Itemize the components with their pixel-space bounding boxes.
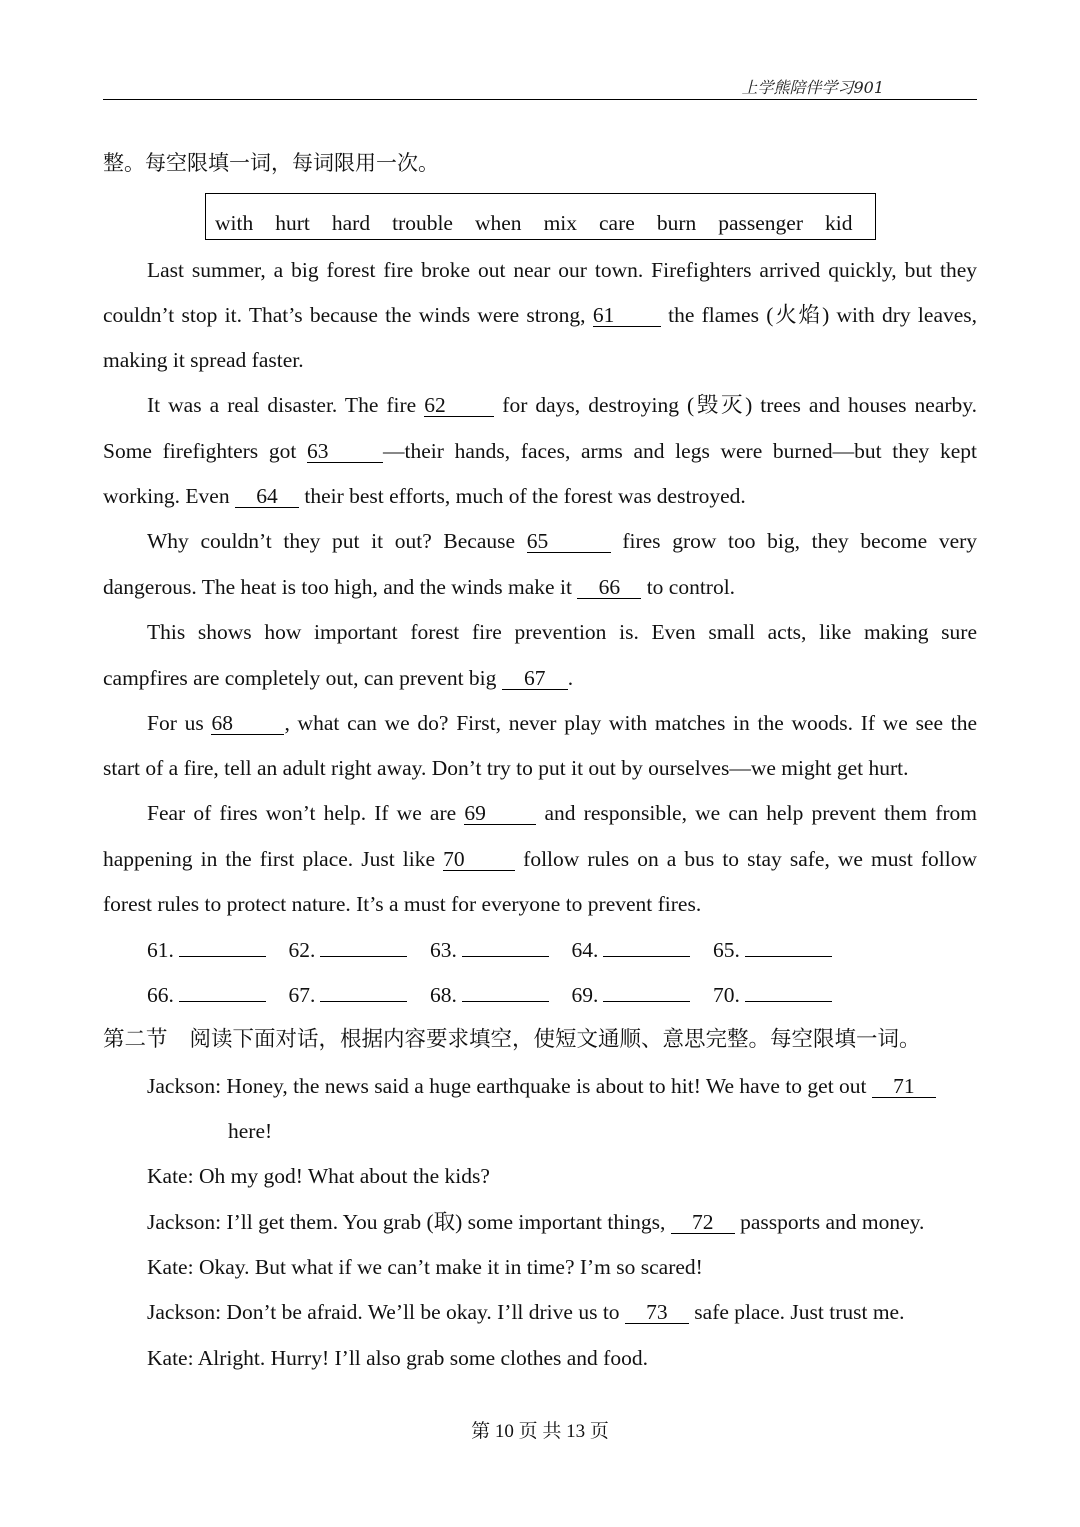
speaker-name: Kate: (147, 1346, 194, 1370)
blank-65: 65 (527, 531, 611, 553)
dialogue-text: I’ll get them. You grab (取) some important things, (226, 1210, 666, 1234)
passage-text: , what can we do? First, never play with matches in the woods. If we see the (284, 711, 978, 735)
word-bank-item: mix (543, 211, 578, 235)
dialogue-text: here! (228, 1119, 273, 1143)
dialogue-text: safe place. Just trust me. (694, 1300, 905, 1324)
passage-line (103, 300, 977, 330)
passage-line (147, 708, 977, 738)
speaker-name: Kate: (147, 1255, 194, 1279)
dialogue-line (147, 1207, 924, 1237)
blank-72: 72 (671, 1212, 735, 1234)
answer-item (713, 980, 855, 1010)
speaker-name: Jackson: (147, 1300, 222, 1324)
passage-line (103, 663, 573, 693)
passage-line (103, 481, 746, 511)
passage-text: . (567, 666, 574, 690)
page-number-footer: 第 10 页 共 13 页 (471, 1421, 609, 1442)
dialogue-line (147, 1297, 904, 1327)
passage-text: Some firefighters got (103, 439, 297, 463)
passage-line (103, 436, 977, 466)
answer-row (147, 935, 855, 965)
blank-69: 69 (464, 803, 536, 825)
answer-label: 63. (430, 938, 457, 962)
passage-text: dangerous. The heat is too high, and the winds make it (103, 575, 572, 599)
passage-text: This shows how important forest fire prevention is. Even small acts, like making sure (147, 620, 977, 644)
answer-label: 66. (147, 983, 174, 1007)
answer-label: 69. (571, 983, 599, 1007)
passage-text: For us (147, 711, 204, 735)
blank-64: 64 (235, 486, 299, 508)
answer-label: 70. (713, 983, 740, 1007)
word-bank-item: with (215, 211, 254, 235)
blank-61: 61 (593, 305, 661, 327)
answer-blank-line (462, 983, 549, 1002)
dialogue-line (147, 1161, 490, 1191)
passage-text: making it spread faster. (103, 348, 304, 372)
passage-text: and responsible, we can help prevent them from (544, 801, 978, 825)
answer-item (430, 980, 572, 1010)
passage-text: Last summer, a big forest fire broke out near our town. Firefighters arrived quickly, but they (147, 258, 977, 282)
dialogue-text: Okay. But what if we can’t make it in time? I’m so scared! (198, 1255, 703, 1279)
instructions-text: 整。每空限填一词，每词限用一次。 (103, 151, 439, 175)
word-bank-item: passenger (718, 211, 804, 235)
blank-63: 63 (307, 441, 383, 463)
passage-text: start of a fire, tell an adult right away. Don’t try to put it out by ourselves—we might get hurt. (103, 756, 909, 780)
word-bank-item: hurt (275, 211, 310, 235)
answer-item (147, 980, 289, 1010)
answer-blank-line (179, 983, 266, 1002)
speaker-name: Kate: (147, 1164, 194, 1188)
speaker-name: Jackson: (147, 1210, 222, 1234)
word-bank-item: hard (331, 211, 371, 235)
blank-68: 68 (211, 713, 284, 735)
passage-line (147, 617, 977, 647)
section-number: 第二节 (103, 1027, 168, 1052)
word-bank-item: care (599, 211, 635, 235)
answer-item (572, 935, 714, 965)
answer-blank-line (179, 938, 266, 957)
passage-line (103, 345, 304, 375)
blank-73: 73 (625, 1302, 689, 1324)
answer-label: 68. (430, 983, 457, 1007)
word-bank-item: burn (656, 211, 697, 235)
answer-blank-line (603, 938, 690, 957)
passage-text: couldn’t stop it. That’s because the winds were strong, (103, 303, 586, 327)
answer-label: 65. (713, 938, 740, 962)
answer-label: 64. (571, 938, 599, 962)
blank-71: 71 (872, 1076, 936, 1098)
passage-line (103, 572, 735, 602)
passage-line (103, 889, 701, 919)
speaker-name: Jackson: (147, 1074, 222, 1098)
passage-text: Fear of fires won’t help. If we are (147, 801, 457, 825)
answer-row (147, 980, 855, 1010)
answer-item (713, 935, 855, 965)
passage-line (147, 255, 977, 285)
answer-blank-line (462, 938, 549, 957)
passage-text: It was a real disaster. The fire (147, 393, 417, 417)
passage-line (103, 844, 977, 874)
passage-text: —their hands, faces, arms and legs were burned—but they kept (383, 439, 977, 463)
answer-item (430, 935, 572, 965)
passage-text: to control. (646, 575, 736, 599)
page-header-title: 上学熊陪伴学习901 (741, 78, 884, 97)
answer-label: 62. (288, 938, 316, 962)
passage-line (103, 753, 908, 783)
passage-line (147, 798, 977, 828)
blank-67: 67 (502, 668, 568, 690)
passage-text: happening in the first place. Just like (103, 847, 436, 871)
dialogue-line (147, 1343, 648, 1373)
passage-text: the flames (火焰) with dry leaves, (668, 303, 978, 327)
answer-label: 67. (288, 983, 316, 1007)
passage-text: Why couldn’t they put it out? Because (147, 529, 516, 553)
dialogue-line-continuation (228, 1116, 272, 1146)
answer-item (289, 980, 431, 1010)
answer-item (572, 980, 714, 1010)
dialogue-line (147, 1071, 936, 1101)
answer-blank-line (745, 938, 832, 957)
passage-text: campfires are completely out, can prevent big (103, 666, 497, 690)
header-divider (103, 99, 977, 100)
blank-70: 70 (443, 849, 515, 871)
word-bank-item: when (474, 211, 522, 235)
answer-item (289, 935, 431, 965)
dialogue-text: Don’t be afraid. We’ll be okay. I’ll drive us to (226, 1300, 620, 1324)
answer-label: 61. (147, 938, 174, 962)
answer-blank-line (603, 983, 690, 1002)
dialogue-line (147, 1252, 703, 1282)
passage-text: working. Even (103, 484, 230, 508)
word-bank-item: kid (825, 211, 853, 235)
passage-line (147, 390, 977, 420)
answer-item (147, 935, 289, 965)
answer-blank-line (320, 983, 407, 1002)
passage-text: forest rules to protect nature. It’s a must for everyone to prevent fires. (103, 892, 702, 916)
word-bank-item: trouble (392, 211, 453, 235)
word-bank-box (205, 193, 876, 240)
passage-text: fires grow too big, they become very (622, 529, 978, 553)
blank-62: 62 (424, 395, 494, 417)
blank-66: 66 (577, 577, 641, 599)
passage-text: for days, destroying (毁灭) trees and houses nearby. (502, 393, 978, 417)
passage-text: follow rules on a bus to stay safe, we must follow (523, 847, 978, 871)
passage-line (147, 526, 977, 556)
answer-blank-line (320, 938, 407, 957)
section-heading (103, 1025, 921, 1055)
section-instructions: 阅读下面对话，根据内容要求填空，使短文通顺、意思完整。每空限填一词。 (189, 1027, 921, 1052)
dialogue-text: Honey, the news said a huge earthquake is about to hit! We have to get out (226, 1074, 867, 1098)
answer-blank-line (745, 983, 832, 1002)
dialogue-text: passports and money. (740, 1210, 925, 1234)
dialogue-text: Oh my god! What about the kids? (198, 1164, 490, 1188)
dialogue-text: Alright. Hurry! I’ll also grab some clothes and food. (197, 1346, 648, 1370)
passage-text: their best efforts, much of the forest was destroyed. (304, 484, 746, 508)
